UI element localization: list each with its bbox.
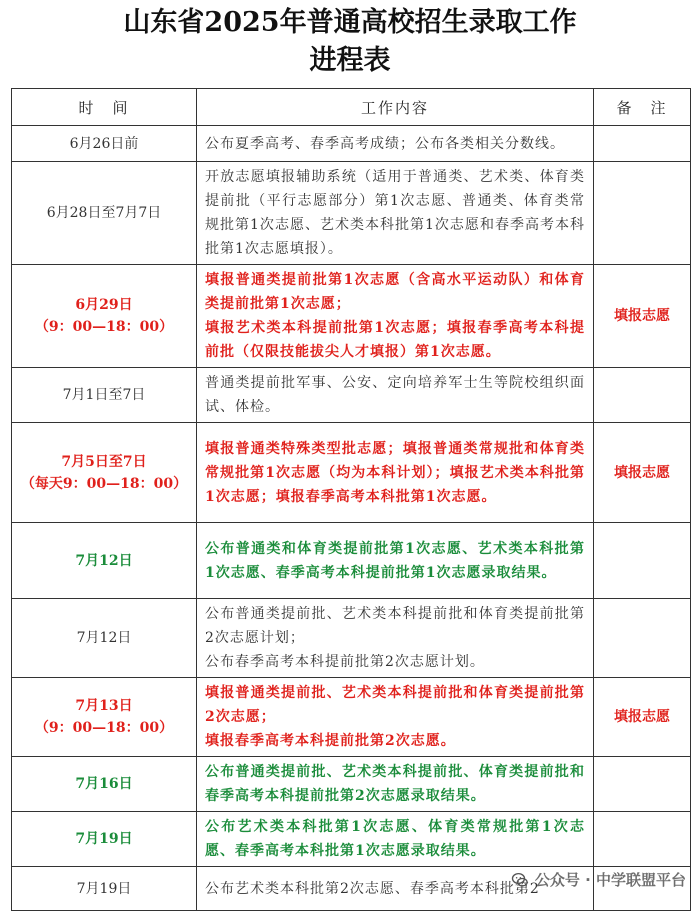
- table-row: [12, 368, 691, 423]
- note-cell: [594, 265, 691, 368]
- table-row: [12, 812, 691, 867]
- table-row: [12, 678, 691, 757]
- work-content-cell: [197, 162, 594, 265]
- wechat-icon: [511, 871, 529, 889]
- watermark: [511, 869, 686, 890]
- work-content-cell: [197, 678, 594, 757]
- work-content-text: 填报春季高考本科提前批第2次志愿。: [205, 733, 456, 749]
- time-text: 7月13日: [75, 698, 133, 714]
- work-content-cell: [197, 757, 594, 812]
- work-content-text: 公布夏季高考、春季高考成绩；公布各类相关分数线。: [205, 135, 565, 152]
- table-row: [12, 265, 691, 368]
- work-content-cell: [197, 126, 594, 162]
- time-cell: [12, 867, 197, 911]
- work-content-text: 填报普通类提前批第1次志愿（含高水平运动队）和体育类提前批第1次志愿；: [205, 272, 585, 312]
- table-body: [12, 126, 691, 911]
- table-row: [12, 757, 691, 812]
- table-header-row: [12, 89, 691, 126]
- work-content-cell: [197, 265, 594, 368]
- note-text: 填报志愿: [614, 308, 670, 324]
- time-cell: [12, 368, 197, 423]
- time-cell: [12, 757, 197, 812]
- table-row: [12, 162, 691, 265]
- work-content-text: 公布普通类和体育类提前批第1次志愿、艺术类本科批第1次志愿、春季高考本科提前批第1次志愿录取结果。: [205, 540, 585, 581]
- time-cell: [12, 812, 197, 867]
- work-content-text: 填报艺术类本科提前批第1次志愿；填报春季高考本科提前批（仅限技能拔尖人才填报）第1次志愿。: [205, 320, 585, 360]
- note-cell: [594, 678, 691, 757]
- work-content-text: 公布普通类提前批、艺术类本科提前批、体育类提前批和春季高考本科提前批第2次志愿录取结果。: [205, 764, 585, 804]
- work-content-text: 普通类提前批军事、公安、定向培养军士生等院校组织面试、体检。: [205, 375, 585, 415]
- work-content-text: 公布艺术类本科批第1次志愿、体育类常规批第1次志愿、春季高考本科批第1次志愿录取结果。: [205, 819, 585, 859]
- time-text: （每天9：00—18：00）: [20, 475, 188, 492]
- header-time: 时 间: [12, 89, 197, 126]
- time-cell: [12, 126, 197, 162]
- header-work: 工作内容: [197, 89, 594, 126]
- table-row: [12, 523, 691, 599]
- work-content-text: 填报普通类特殊类型批志愿；填报普通类常规批和体育类常规批第1次志愿（均为本科计划）；填报艺术类本科批第1次志愿；填报春季高考本科批第1次志愿。: [205, 440, 585, 505]
- work-content-cell: [197, 368, 594, 423]
- note-cell: [594, 162, 691, 265]
- work-content-cell: [197, 599, 594, 678]
- schedule-table: [11, 88, 691, 911]
- time-cell: [12, 599, 197, 678]
- time-cell: [12, 523, 197, 599]
- time-text: 7月1日至7日: [62, 387, 146, 403]
- time-text: 6月26日前: [69, 135, 139, 152]
- work-content-cell: [197, 812, 594, 867]
- time-text: 7月16日: [75, 776, 133, 792]
- page-title: [0, 4, 700, 80]
- table-row: [12, 126, 691, 162]
- header-note: 备 注: [594, 89, 691, 126]
- work-content-text: 公布普通类提前批、艺术类本科提前批和体育类提前批第2次志愿计划；: [205, 606, 585, 646]
- time-text: 7月12日: [76, 630, 132, 646]
- time-text: （9：00—18：00）: [34, 319, 174, 335]
- time-text: 7月19日: [75, 831, 133, 847]
- time-cell: [12, 265, 197, 368]
- title-line-2: 进程表: [309, 45, 391, 76]
- time-text: 7月5日至7日: [61, 453, 147, 470]
- work-content-text: 填报普通类提前批、艺术类本科提前批和体育类提前批第2次志愿；: [205, 685, 585, 725]
- note-cell: [594, 812, 691, 867]
- time-cell: [12, 678, 197, 757]
- note-cell: [594, 126, 691, 162]
- note-cell: [594, 757, 691, 812]
- note-cell: [594, 523, 691, 599]
- title-line-1: 山东省2025年普通高校招生录取工作: [123, 7, 577, 38]
- work-content-text: 公布春季高考本科提前批第2次志愿计划。: [205, 654, 485, 670]
- note-cell: [594, 599, 691, 678]
- time-text: 6月28日至7月7日: [46, 205, 162, 221]
- work-content-cell: [197, 523, 594, 599]
- work-content-text: 开放志愿填报辅助系统（适用于普通类、艺术类、体育类提前批（平行志愿部分）第1次志愿、普通类、体育类常规批第1次志愿、艺术类本科批第1次志愿和春季高考本科批第1次志愿填报）。: [205, 169, 585, 257]
- work-content-cell: [197, 423, 594, 523]
- work-content-text: 公布艺术类本科批第2次志愿、春季高考本科批第2: [205, 880, 540, 897]
- time-text: 7月19日: [76, 880, 132, 897]
- note-cell: [594, 368, 691, 423]
- note-cell: [594, 423, 691, 523]
- note-text: 填报志愿: [614, 709, 670, 725]
- time-text: 6月29日: [75, 297, 133, 313]
- note-text: 填报志愿: [614, 464, 670, 481]
- time-text: （9：00—18：00）: [34, 720, 174, 736]
- table-row: [12, 423, 691, 523]
- time-cell: [12, 423, 197, 523]
- time-cell: [12, 162, 197, 265]
- table-row: [12, 599, 691, 678]
- watermark-text: 公众号 · 中学联盟平台: [534, 871, 686, 889]
- time-text: 7月12日: [75, 552, 133, 569]
